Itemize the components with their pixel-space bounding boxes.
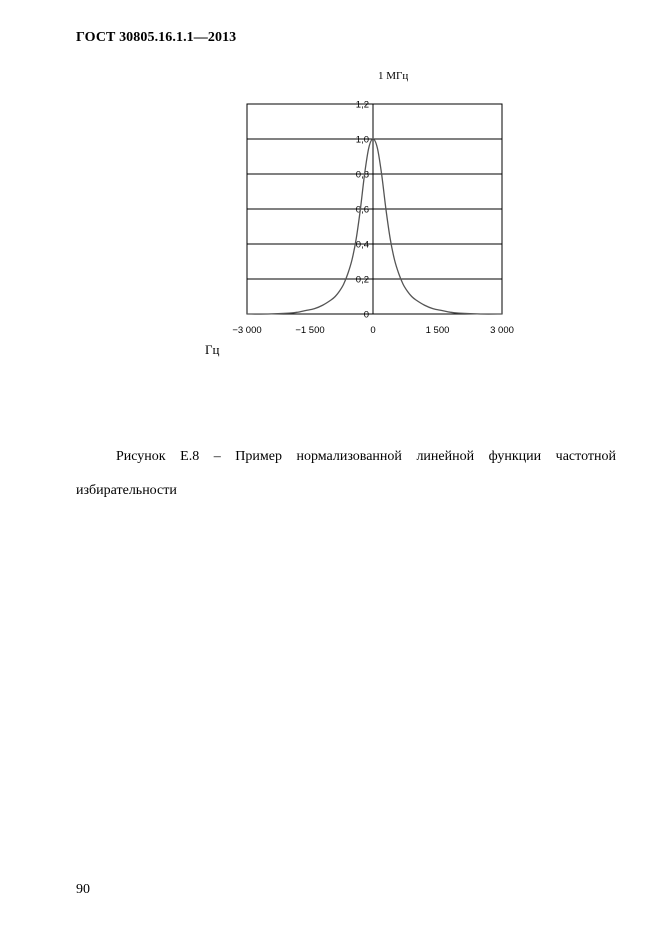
y-tick-label-3: 0,6	[355, 204, 369, 216]
y-tick-label-0: 0	[363, 309, 369, 321]
figure-caption: Рисунок Е.8 – Пример нормализованной линейной функции частотной избирательности	[76, 449, 616, 498]
selectivity-chart	[0, 0, 661, 400]
x-tick-label-4: 3 000	[490, 325, 514, 336]
x-tick-label-0: −3 000	[232, 325, 262, 336]
y-tick-labels	[356, 100, 369, 321]
series-line-0	[247, 139, 502, 314]
x-tick-labels	[232, 325, 514, 336]
x-tick-label-3: 1 500	[425, 325, 450, 336]
document-header: ГОСТ 30805.16.1.1—2013	[76, 30, 237, 45]
y-tick-label-1: 0,2	[355, 274, 369, 286]
page-number: 90	[76, 882, 90, 897]
x-tick-label-1: −1 500	[295, 325, 325, 336]
y-axis-unit-label: 1 МГц	[378, 70, 409, 82]
chart-grid	[247, 104, 502, 314]
chart-series	[247, 139, 502, 314]
x-axis-unit-label: Гц	[205, 342, 220, 357]
y-tick-label-2: 0,4	[355, 239, 369, 251]
x-tick-label-2: 0	[370, 325, 376, 336]
y-tick-label-6: 1,2	[355, 99, 369, 111]
y-tick-label-5: 1,0	[355, 134, 369, 146]
y-tick-label-4: 0,8	[355, 169, 369, 181]
